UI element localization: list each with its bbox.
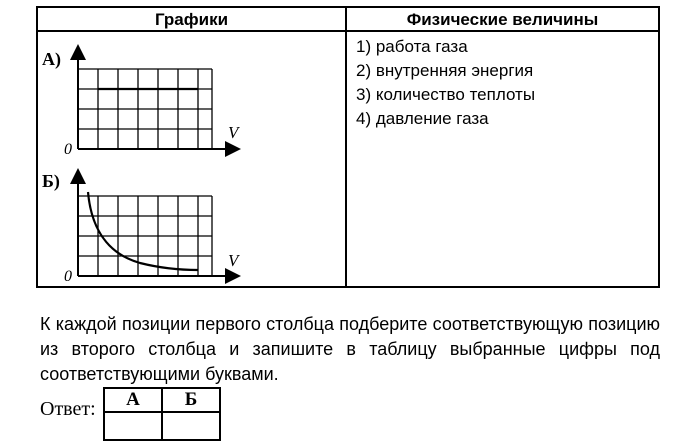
graph-a-label: А)	[42, 49, 61, 69]
graph-b-x-label: V	[228, 251, 239, 270]
graph-a-grid	[78, 69, 212, 149]
task-instructions: К каждой позиции первого столбца подберите соответствующую позицию из второго столбца и запишите в таблицу выбранные цифры под соответствующими буквами.	[40, 314, 660, 384]
graphs-column-header: Графики	[154, 10, 229, 29]
quantity-item: 2) внутренняя энергия	[356, 61, 534, 80]
quantity-item: 3) количество теплоты	[356, 85, 536, 104]
graph-a	[42, 48, 241, 158]
answer-column-b: Б	[162, 388, 220, 412]
answer-cell-b[interactable]	[162, 412, 220, 440]
quantities-list	[356, 35, 535, 131]
quantity-item: 1) работа газа	[356, 37, 468, 56]
answer-label: Ответ:	[40, 398, 96, 420]
answer-column-a: А	[104, 388, 162, 412]
graph-a-x-label: V	[228, 123, 239, 142]
quantities-column-header: Физические величины	[406, 10, 599, 29]
graph-b-curve	[88, 192, 198, 270]
graph-b-label: Б)	[42, 171, 60, 191]
graph-b-origin: 0	[64, 268, 72, 284]
quantity-item: 4) давление газа	[356, 109, 489, 128]
graph-a-origin: 0	[64, 141, 72, 158]
matching-table	[36, 6, 660, 288]
graphs-area	[40, 32, 340, 284]
graph-b	[42, 171, 241, 284]
answer-cell-a[interactable]	[104, 412, 162, 440]
column-divider	[345, 8, 347, 286]
answer-table	[103, 387, 221, 441]
